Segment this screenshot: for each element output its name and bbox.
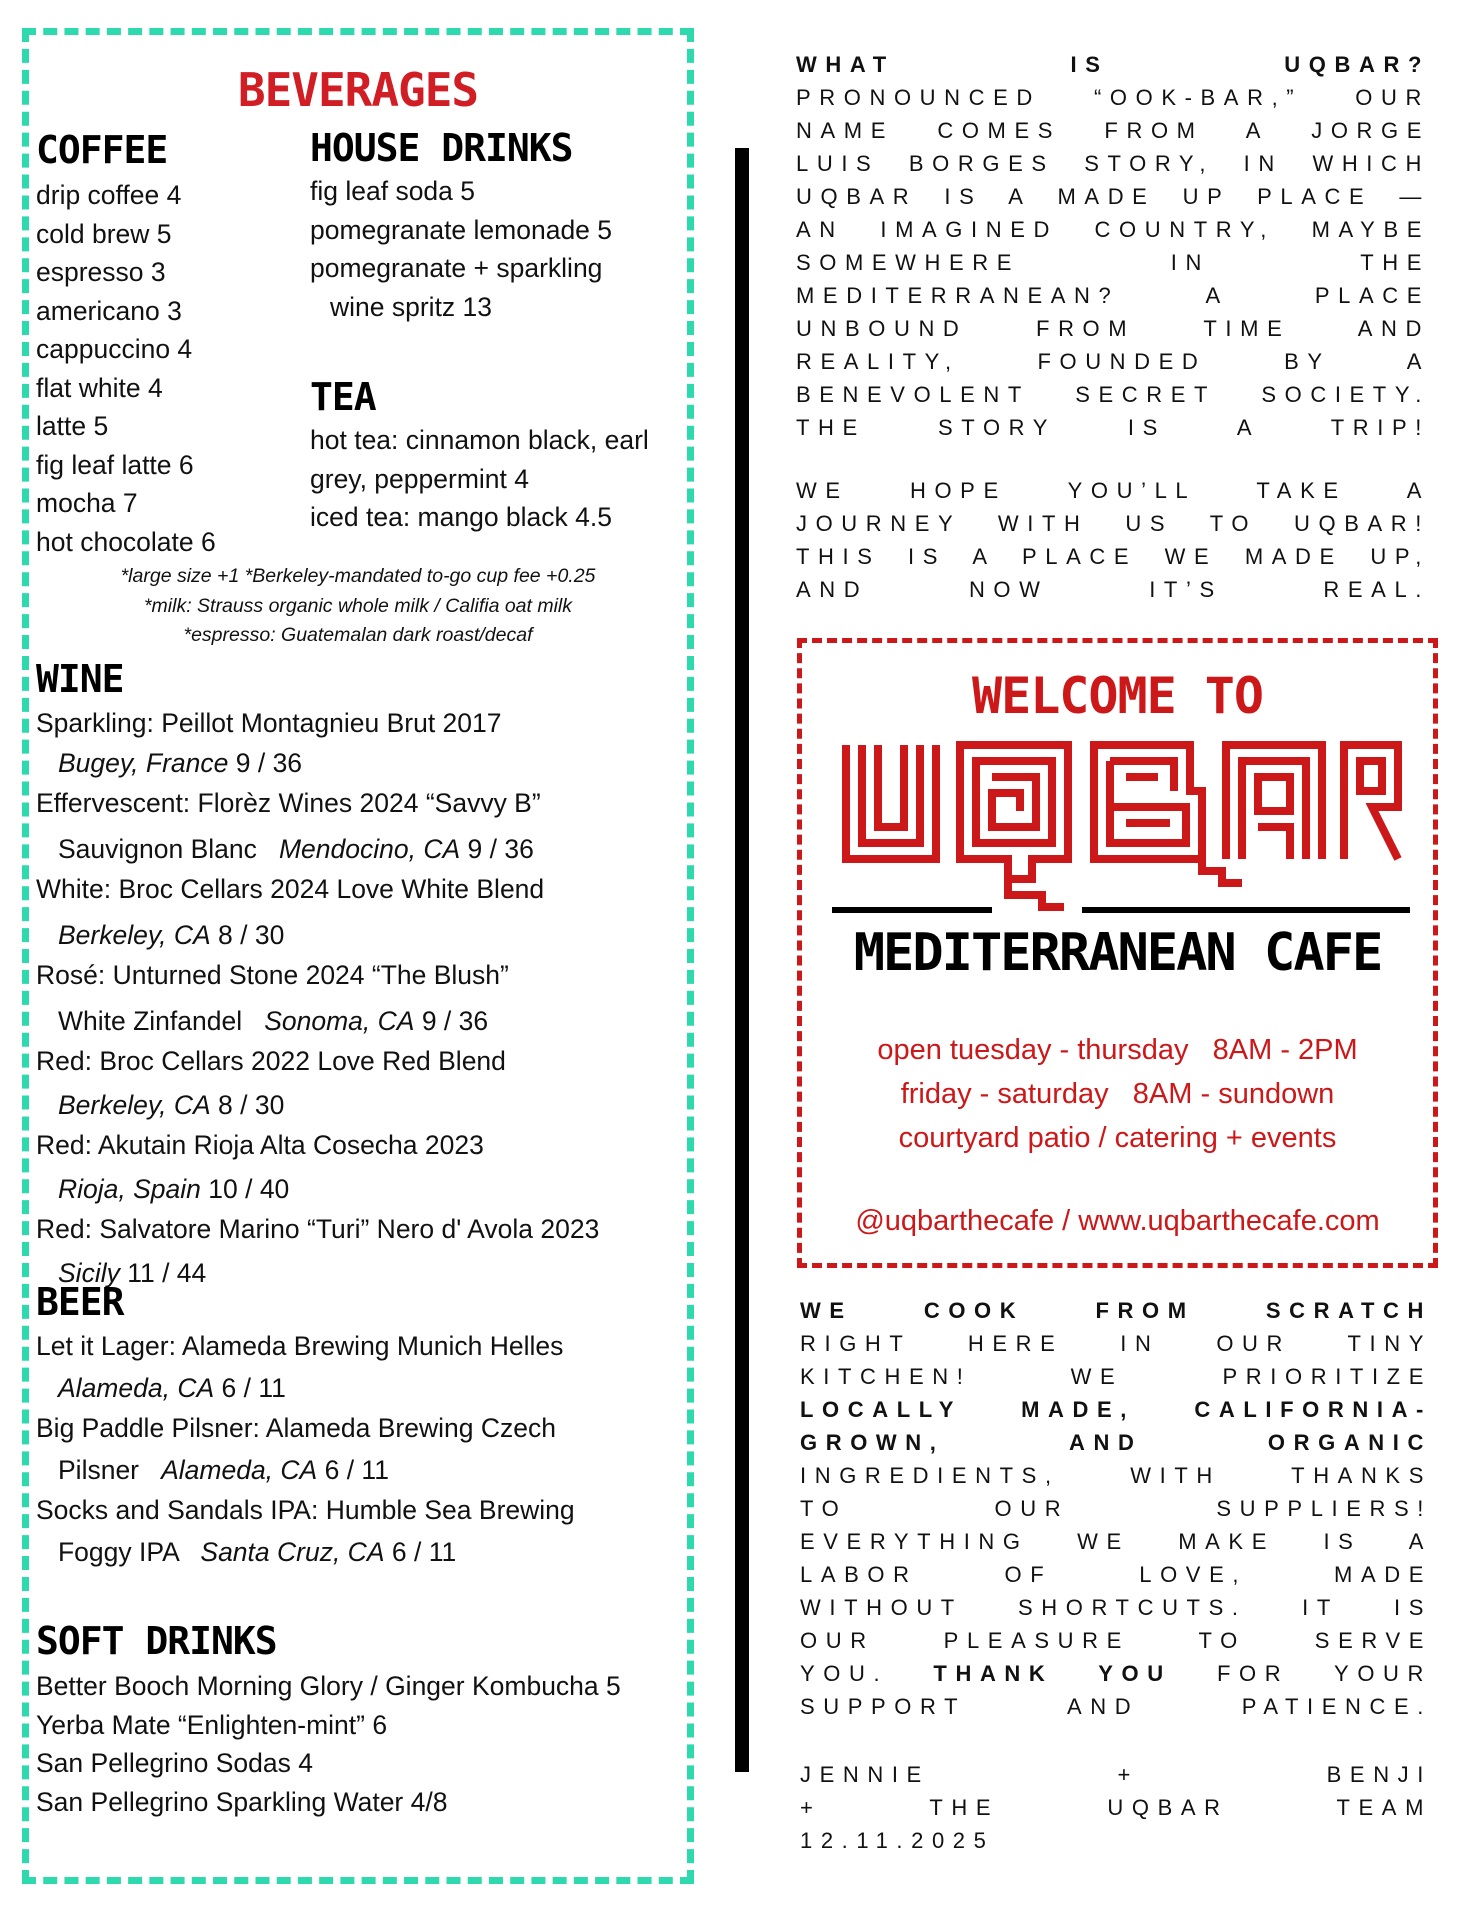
wine-origin: Berkeley, CA — [58, 920, 211, 950]
wine-item — [36, 1041, 676, 1125]
menu-item: latte 5 — [36, 411, 109, 441]
scratch-line-part: FOR YOUR — [1171, 1661, 1433, 1686]
menu-item: pomegranate + sparkling — [310, 253, 603, 283]
menu-item: cold brew 5 — [36, 218, 172, 249]
menu-item: cappuccino 4 — [36, 334, 193, 364]
welcome-heading: WELCOME TO — [971, 667, 1264, 725]
menu-item: mocha 7 — [36, 488, 138, 518]
story-block — [796, 48, 1430, 444]
soft-drinks-section — [36, 1619, 686, 1821]
journey-line: AND NOW IT’S REAL. — [796, 577, 1430, 602]
beer-item — [36, 1490, 676, 1572]
wine-list — [36, 703, 676, 1293]
scratch-line: INGREDIENTS, WITH THANKS — [800, 1463, 1432, 1488]
coffee-title: COFFEE — [36, 128, 168, 172]
note-line: *milk: Strauss organic whole milk / Califia oat milk — [143, 594, 573, 617]
scratch-line — [800, 1657, 1432, 1690]
menu-item: espresso 3 — [36, 257, 166, 287]
coffee-section — [36, 128, 306, 561]
menu-item: San Pellegrino Sparkling Water 4/8 — [36, 1786, 448, 1817]
beer-item — [36, 1326, 676, 1408]
story-heading: WHAT IS UQBAR? — [796, 52, 1430, 77]
house-drinks-section — [310, 126, 670, 326]
welcome-box — [797, 638, 1438, 1268]
wine-price: 9 / 36 — [414, 1006, 489, 1036]
wine-origin: Bugey, France — [58, 748, 229, 778]
wine-item — [36, 703, 676, 783]
story-line: LUIS BORGES STORY, IN WHICH — [796, 151, 1430, 176]
wine-item — [36, 869, 676, 955]
wine-origin: Berkeley, CA — [58, 1090, 211, 1120]
wine-name: Red: Broc Cellars 2022 Love Red Blend — [36, 1046, 506, 1076]
wine-variety: Sauvignon Blanc — [58, 834, 279, 864]
wine-price: 8 / 30 — [210, 920, 285, 950]
beverages-title: BEVERAGES — [237, 63, 479, 117]
wine-origin: Sonoma, CA — [264, 1006, 415, 1036]
wine-name: Rosé: Unturned Stone 2024 “The Blush” — [36, 960, 509, 990]
beer-item — [36, 1408, 676, 1490]
scratch-block — [800, 1294, 1432, 1723]
scratch-line: KITCHEN! WE PRIORITIZE — [800, 1364, 1432, 1389]
story-line: NAME COMES FROM A JORGE — [796, 118, 1430, 143]
hours-block — [802, 1028, 1433, 1160]
beer-price: 6 / 11 — [214, 1373, 286, 1403]
scratch-line: RIGHT HERE IN OUR TINY — [800, 1331, 1432, 1356]
uqbar-logo-icon — [832, 731, 1410, 921]
story-line: MEDITERRANEAN? A PLACE — [796, 283, 1430, 308]
wine-origin: Sicily — [58, 1258, 120, 1288]
scratch-line: WE COOK FROM SCRATCH — [800, 1298, 1432, 1323]
menu-item: americano 3 — [36, 295, 182, 326]
wine-origin: Rioja, Spain — [58, 1174, 201, 1204]
scratch-line: EVERYTHING WE MAKE IS A — [800, 1529, 1432, 1554]
beer-title: BEER — [36, 1280, 124, 1324]
hours-line: courtyard patio / catering + events — [898, 1122, 1337, 1154]
social-links: @uqbarthecafe / www.uqbarthecafe.com — [855, 1205, 1380, 1237]
scratch-line: TO OUR SUPPLIERS! — [800, 1496, 1432, 1521]
scratch-line: WITHOUT SHORTCUTS. IT IS — [800, 1595, 1432, 1620]
beer-price: 6 / 11 — [384, 1537, 457, 1567]
note-line: *large size +1 *Berkeley-mandated to-go cup fee +0.25 — [120, 565, 596, 587]
beer-name: Big Paddle Pilsner: Alameda Brewing Czech — [36, 1413, 556, 1443]
wine-item — [36, 1125, 676, 1209]
house-drinks-title: HOUSE DRINKS — [310, 126, 573, 170]
soft-drinks-list — [36, 1667, 686, 1821]
wine-name: Red: Salvatore Marino “Turi” Nero d' Avola 2023 — [36, 1214, 600, 1244]
menu-item: grey, peppermint 4 — [310, 463, 529, 494]
wine-item — [36, 955, 676, 1041]
menu-item: flat white 4 — [36, 372, 163, 403]
wine-price: 9 / 36 — [228, 748, 303, 778]
tea-list — [310, 421, 680, 537]
beer-style: Pilsner — [58, 1455, 162, 1485]
menu-item: drip coffee 4 — [36, 180, 182, 210]
journey-line: JOURNEY WITH US TO UQBAR! — [796, 511, 1430, 536]
wine-section — [36, 657, 676, 1293]
story-line: BENEVOLENT SECRET SOCIETY. — [796, 382, 1430, 407]
journey-block — [796, 474, 1430, 606]
menu-item: pomegranate lemonade 5 — [310, 214, 613, 245]
wine-price: 10 / 40 — [200, 1174, 290, 1204]
signoff-block — [800, 1758, 1432, 1857]
story-line: THE STORY IS A TRIP! — [796, 415, 1430, 440]
menu-item: Better Booch Morning Glory / Ginger Kombucha 5 — [36, 1671, 621, 1701]
beer-name: Let it Lager: Alameda Brewing Munich Helles — [36, 1331, 564, 1361]
note-line: *espresso: Guatemalan dark roast/decaf — [183, 624, 533, 646]
wine-title: WINE — [36, 657, 124, 701]
wine-price: 9 / 36 — [460, 834, 534, 864]
tea-section — [310, 375, 680, 537]
beer-style: Foggy IPA — [58, 1537, 201, 1567]
menu-item: hot chocolate 6 — [36, 526, 216, 557]
coffee-notes — [22, 562, 694, 651]
beer-origin: Alameda, CA — [161, 1455, 318, 1485]
hours-line: friday - saturday 8AM - sundown — [900, 1078, 1335, 1110]
signoff-line: JENNIE + BENJI — [800, 1762, 1432, 1787]
vertical-divider — [735, 148, 749, 1772]
coffee-list — [36, 176, 306, 561]
house-drinks-list — [310, 172, 670, 326]
scratch-line: OUR PLEASURE TO SERVE — [800, 1628, 1432, 1653]
wine-price: 8 / 30 — [210, 1090, 285, 1120]
menu-item: iced tea: mango black 4.5 — [310, 502, 612, 532]
menu-item: San Pellegrino Sodas 4 — [36, 1748, 313, 1778]
scratch-line: GROWN, AND ORGANIC — [800, 1430, 1432, 1455]
beer-origin: Alameda, CA — [58, 1373, 215, 1403]
hours-line: open tuesday - thursday 8AM - 2PM — [877, 1034, 1358, 1066]
menu-item: fig leaf latte 6 — [36, 449, 194, 480]
menu-item: fig leaf soda 5 — [310, 176, 476, 206]
scratch-line: LABOR OF LOVE, MADE — [800, 1562, 1432, 1587]
wine-name: White: Broc Cellars 2024 Love White Blend — [36, 874, 545, 904]
beer-price: 6 / 11 — [317, 1455, 389, 1485]
story-line: AN IMAGINED COUNTRY, MAYBE — [796, 217, 1430, 242]
beer-name: Socks and Sandals IPA: Humble Sea Brewing — [36, 1495, 575, 1525]
scratch-line-part: YOU. — [800, 1661, 934, 1686]
journey-line: THIS IS A PLACE WE MADE UP, — [796, 544, 1430, 569]
signoff-line: + THE UQBAR TEAM — [800, 1795, 1432, 1820]
scratch-line: LOCALLY MADE, CALIFORNIA- — [800, 1397, 1432, 1422]
wine-name: Red: Akutain Rioja Alta Cosecha 2023 — [36, 1130, 484, 1160]
wine-name: Effervescent: Florèz Wines 2024 “Savvy B” — [36, 788, 541, 818]
wine-variety: White Zinfandel — [58, 1006, 265, 1036]
menu-item: hot tea: cinnamon black, earl — [310, 425, 649, 455]
signoff-date: 12.11.2025 — [800, 1828, 995, 1853]
journey-line: WE HOPE YOU’LL TAKE A — [796, 478, 1430, 503]
tea-title: TEA — [310, 375, 376, 419]
menu-item: Yerba Mate “Enlighten-mint” 6 — [36, 1709, 388, 1740]
wine-item — [36, 783, 676, 869]
soft-drinks-title: SOFT DRINKS — [36, 1619, 277, 1663]
beer-origin: Santa Cruz, CA — [200, 1537, 385, 1567]
story-line: PRONOUNCED “OOK-BAR,” OUR — [796, 85, 1430, 110]
story-line: UQBAR IS A MADE UP PLACE — — [796, 184, 1430, 209]
beer-section — [36, 1280, 676, 1572]
cafe-subtitle: MEDITERRANEAN CAFE — [853, 923, 1382, 983]
wine-name: Sparkling: Peillot Montagnieu Brut 2017 — [36, 708, 502, 738]
scratch-line: SUPPORT AND PATIENCE. — [800, 1694, 1432, 1719]
story-line: SOMEWHERE IN THE — [796, 250, 1430, 275]
thank-you-text: THANK YOU — [933, 1661, 1172, 1686]
menu-item: wine spritz 13 — [330, 291, 493, 322]
story-line: UNBOUND FROM TIME AND — [796, 316, 1430, 341]
wine-origin: Mendocino, CA — [278, 834, 461, 864]
beer-list — [36, 1326, 676, 1572]
wine-price: 11 / 44 — [119, 1258, 207, 1288]
story-line: REALITY, FOUNDED BY A — [796, 349, 1430, 374]
